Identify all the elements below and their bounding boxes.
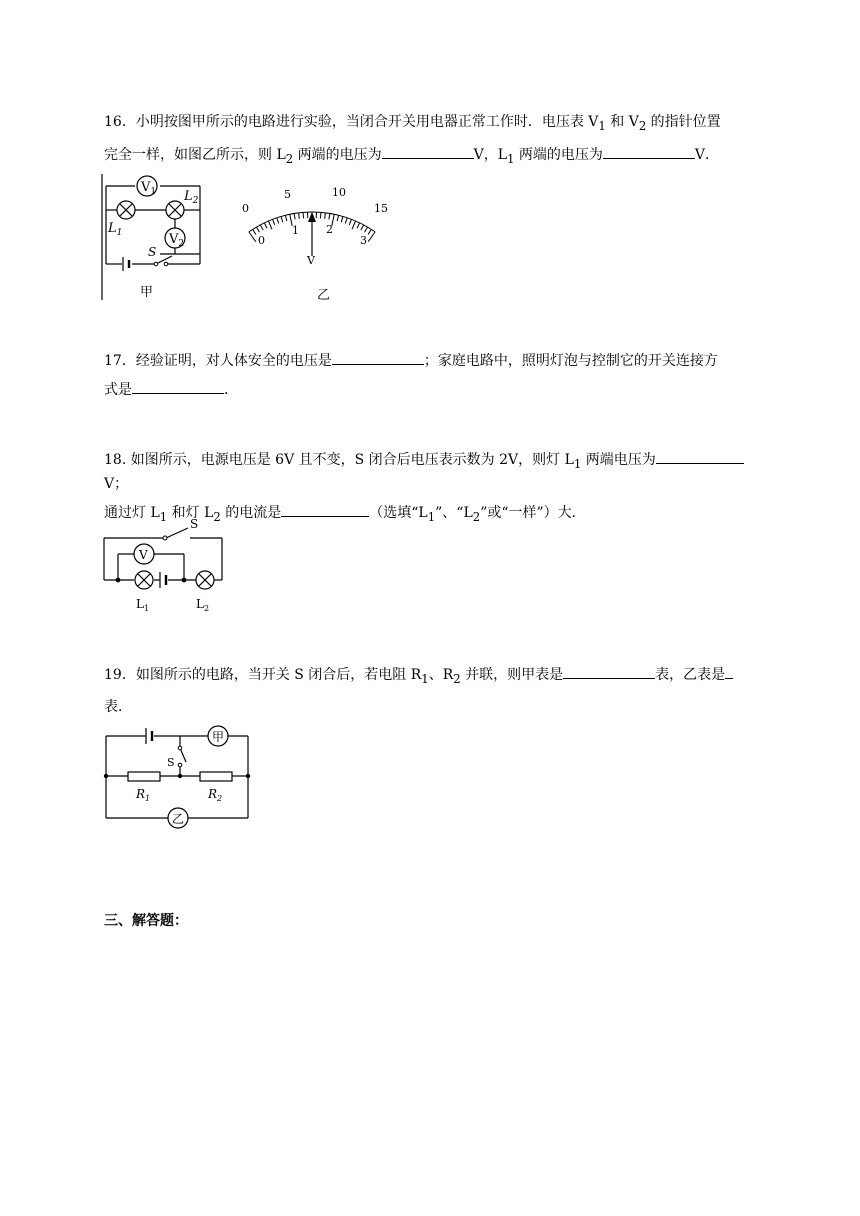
voltmeter-label: V: [139, 548, 148, 562]
outer-tick-label: 10: [332, 186, 346, 199]
dial-tick: [325, 213, 326, 219]
dial-tick: [345, 218, 347, 224]
circuit-diagram-jia: [100, 172, 215, 302]
l2-label: $L_2$: [196, 597, 210, 613]
needle-tip: [308, 212, 316, 222]
figure-caption-jia: 甲: [140, 285, 154, 300]
inner-tick-label: 2: [326, 223, 333, 236]
switch-label: S: [167, 756, 175, 769]
q17-line1: 17．经验证明，对人体安全的电压是 ；家庭电路中，照明灯泡与控制它的开关连接方: [104, 350, 764, 371]
question-16: [104, 112, 764, 169]
dial-unit: V: [307, 254, 315, 267]
answer-blank[interactable]: [563, 664, 655, 679]
inner-tick-label: 0: [258, 234, 265, 247]
answer-blank[interactable]: [603, 144, 695, 159]
l1-label: $L_1$: [136, 597, 150, 613]
q16-line1: 16．小明按图甲所示的电路进行实验，当闭合开关用电器正常工作时．电压表 $V_1$ 和 $V_2$ 的指针位置: [104, 114, 721, 133]
switch-label: S: [190, 517, 199, 531]
circuit-diagram-q19: [100, 722, 255, 832]
r2-label: $R_2$: [208, 787, 223, 803]
dial-tick: [349, 219, 351, 225]
switch-label: S: [148, 245, 157, 259]
answer-blank[interactable]: [725, 664, 733, 679]
question-17: [104, 350, 764, 400]
dial-tick: [299, 213, 300, 219]
q18-line2: 通过灯 $L_1$ 和灯 $L_2$ 的电流是 （选填“$L_1$”、“$L_2$”或“一样”）大．: [104, 502, 764, 527]
answer-blank[interactable]: [332, 350, 424, 365]
dial-tick: [341, 216, 343, 222]
dial-tick: [294, 213, 295, 219]
dial-tick: [329, 213, 330, 219]
dial-tick: [268, 221, 272, 229]
figure-caption-yi: 乙: [317, 288, 331, 302]
l2-label: $L_2$: [184, 189, 199, 206]
dial-tick: [357, 223, 360, 228]
dial-tick: [281, 216, 283, 222]
answer-blank[interactable]: [656, 449, 744, 464]
dial-tick: [368, 229, 371, 234]
meter-yi-label: 乙: [172, 812, 185, 826]
q19-line2: 表．: [104, 698, 132, 715]
v1-label: $V_1$: [141, 180, 157, 197]
dial-tick: [277, 218, 279, 224]
q16-line2: 完全一样，如图乙所示，则 $L_2$ 两端的电压为 V，$L_1$ 两端的电压为 V．: [104, 144, 764, 169]
answer-blank[interactable]: [281, 502, 369, 517]
dial-tick: [337, 215, 338, 221]
voltmeter-dial-yi: [232, 172, 392, 302]
q18-line1: 18. 如图所示，电源电压是 6V 且不变，S 闭合后电压表示数为 2V，则灯 $L_1$ 两端电压为V；: [104, 449, 764, 494]
dial-tick: [253, 229, 256, 234]
dial-tick: [365, 227, 368, 232]
answer-blank[interactable]: [382, 144, 474, 159]
dial-tick: [264, 223, 267, 228]
dial-tick: [352, 221, 356, 229]
r1-label: $R_1$: [136, 787, 151, 803]
q19-line1: 19．如图所示的电路，当开关 S 闭合后，若电阻 $R_1$、$R_2$ 并联，则甲表是 表，乙表是: [104, 664, 764, 689]
dial-tick: [285, 215, 286, 221]
question-19: [104, 664, 764, 717]
outer-tick-label: 0: [242, 202, 249, 215]
section-heading: 三、解答题：: [104, 913, 188, 929]
dial-tick: [260, 225, 263, 230]
meter-jia-label: 甲: [212, 730, 225, 744]
inner-tick-label: 1: [292, 224, 299, 237]
outer-tick-label: 15: [374, 202, 388, 215]
inner-tick-label: 3: [360, 234, 367, 247]
circuit-diagram-q18: [100, 514, 228, 614]
l1-label: $L_1$: [108, 221, 123, 238]
dial-tick: [273, 219, 275, 225]
dial-tick: [256, 227, 259, 232]
q17-line2: 式是 ．: [104, 379, 764, 400]
answer-blank[interactable]: [132, 379, 224, 394]
v2-label: $V_2$: [169, 232, 185, 249]
dial-tick: [361, 225, 364, 230]
outer-tick-label: 5: [284, 188, 291, 201]
